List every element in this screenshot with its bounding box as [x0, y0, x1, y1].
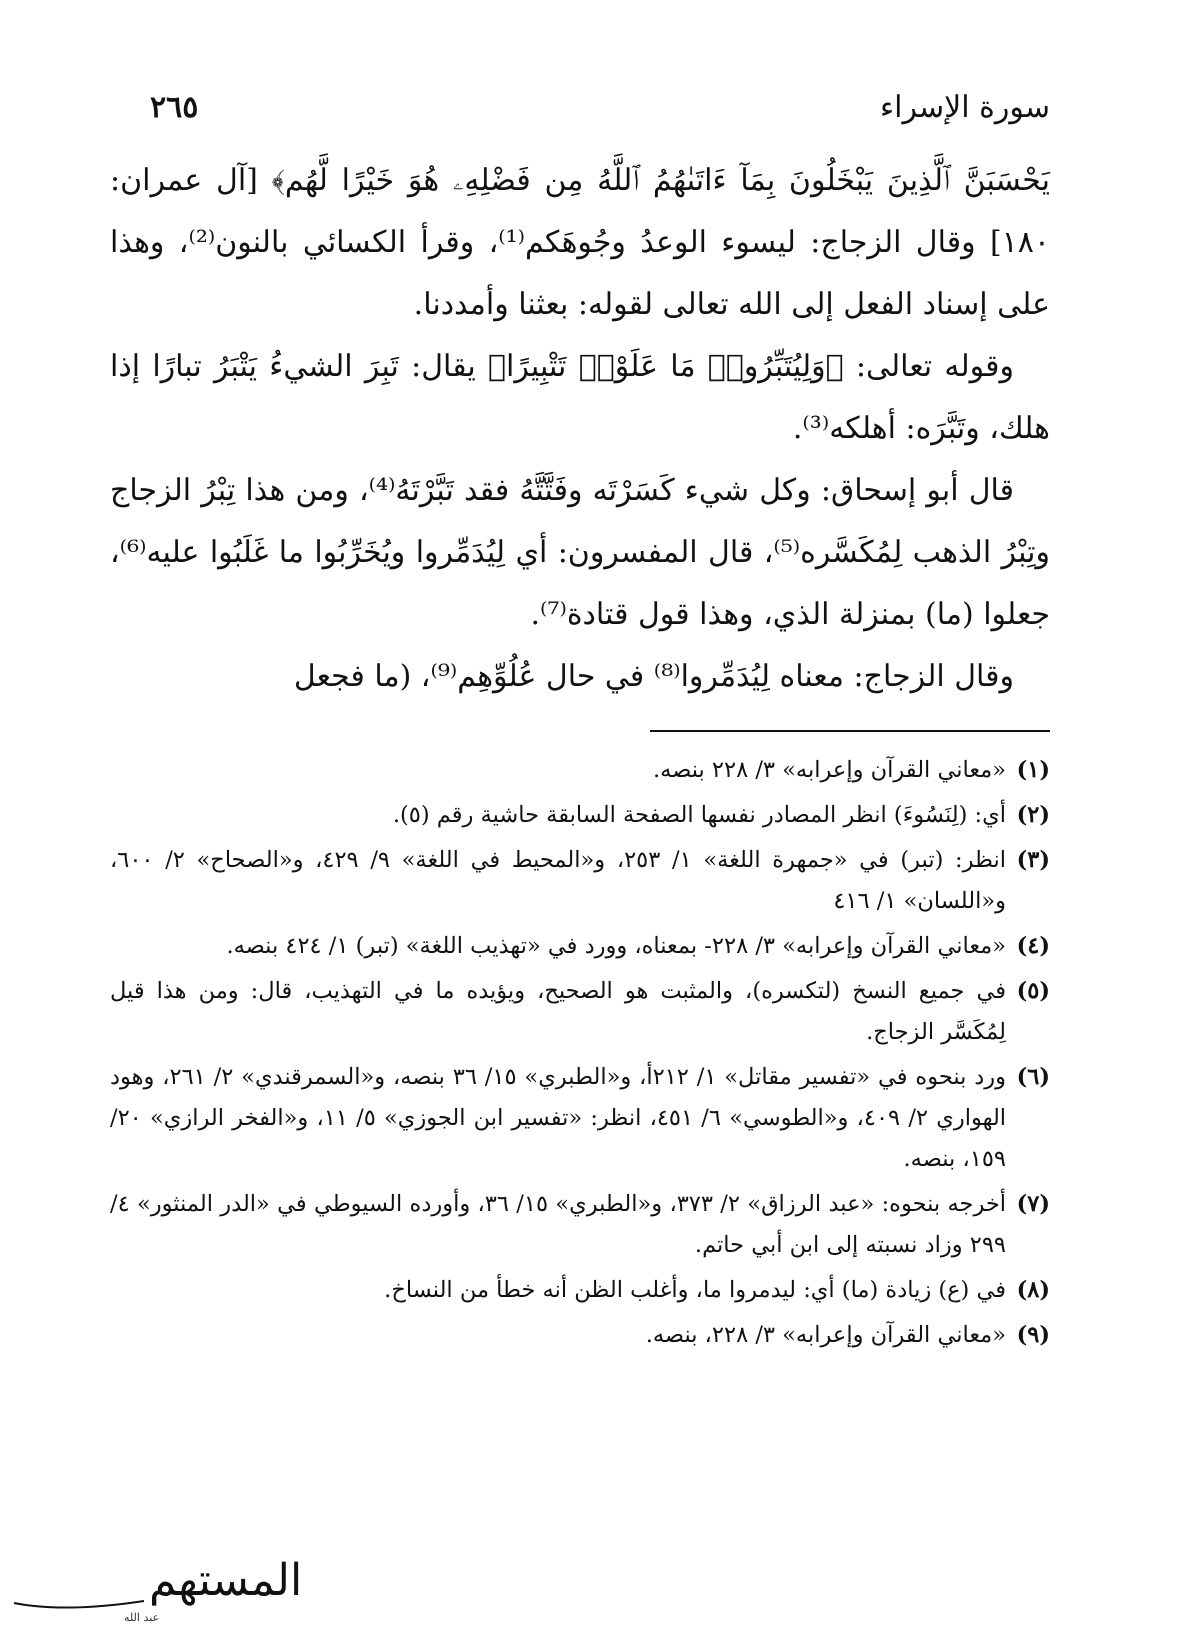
footnote-number: (٣): [1016, 847, 1050, 873]
footnote-number: (٨): [1016, 1277, 1050, 1303]
page-header: [150, 82, 1050, 132]
footnote-2: [110, 795, 1050, 836]
footnote-number: (٦): [1016, 1064, 1050, 1090]
paragraph-1: يَحْسَبَنَّ ٱلَّذِينَ يَبْخَلُونَ بِمَآ ءَاتَىٰهُمُ ٱللَّهُ مِن فَضْلِهِۦ هُوَ خَيْرًا لَّهُم﴾ [آل عمران: ١٨٠] وقال الزجاج: ليسوء الوعدُ وجُوهَكم⁽¹⁾، وقرأ الكسائي بالنون⁽²⁾، وهذا على إسناد الفعل إلى الله تعالى لقوله: بعثنا وأمددنا.: [110, 163, 1050, 322]
surah-title: سورة الإسراء: [880, 89, 1050, 125]
footnote-text: انظر: (تبر) في «جمهرة اللغة» ١/ ٢٥٣، و«المحيط في اللغة» ٩/ ٤٢٩، و«الصحاح» ٢/ ٦٠٠، و«اللسان» ١/ ٤١٦: [110, 847, 1006, 914]
footnote-number: (٢): [1016, 802, 1050, 828]
paragraph-2: وقوله تعالى: ﴿وَلِيُتَبِّرُوا۟ مَا عَلَوْا۟ تَتْبِيرًا﴾ يقال: تَبِرَ الشيءُ يَتْبَرُ تبارًا إذا هلك، وتَبَّرَه: أهلكه⁽³⁾.: [110, 349, 1050, 446]
footnote-text: في (ع) زيادة (ما) أي: ليدمروا ما، وأغلب الظن أنه خطأ من النساخ.: [384, 1277, 1006, 1303]
footnote-number: (١): [1016, 757, 1050, 783]
footnote-number: (٩): [1016, 1322, 1050, 1348]
footnote-8: [110, 1270, 1050, 1311]
logo-sub-text: عبد الله: [124, 1611, 160, 1624]
footnote-text: «معاني القرآن وإعرابه» ٣/ ٢٢٨ بنصه.: [652, 757, 1006, 783]
footnote-7: [110, 1184, 1050, 1266]
footnote-6: [110, 1057, 1050, 1180]
footnote-3: [110, 840, 1050, 922]
footnote-1: [110, 750, 1050, 791]
publisher-logo: [4, 1537, 303, 1632]
footnote-number: (٥): [1016, 978, 1050, 1004]
footnote-text: أخرجه بنحوه: «عبد الرزاق» ٢/ ٣٧٣، و«الطبري» ١٥/ ٣٦، وأورده السيوطي في «الدر المنثور» ٤/ ٢٩٩ وزاد نسبته إلى ابن أبي حاتم.: [110, 1191, 1007, 1258]
footnote-number: (٧): [1016, 1191, 1050, 1217]
page-number: ٢٦٥: [150, 89, 199, 125]
paragraph-4: وقال الزجاج: معناه لِيُدَمِّروا⁽⁸⁾ في حال عُلُوِّهِم⁽⁹⁾، (ما فجعل: [293, 659, 1014, 694]
logo-main-text: المستهم: [149, 1555, 303, 1606]
footnote-text: «معاني القرآن وإعرابه» ٣/ ٢٢٨- بمعناه، وورد في «تهذيب اللغة» (تبر) ١/ ٤٢٤ بنصه.: [226, 933, 1006, 959]
footnote-9: [110, 1315, 1050, 1356]
footnote-text: أي: (لِنَسُوءَ) انظر المصادر نفسها الصفحة السابقة حاشية رقم (٥).: [392, 802, 1006, 828]
logo-flourish: [14, 1601, 144, 1608]
footnote-5: [110, 971, 1050, 1053]
paragraph-3: قال أبو إسحاق: وكل شيء كَسَرْتَه وفَتَّتَّهُ فقد تَبَّرْتَهُ⁽⁴⁾، ومن هذا تِبْرُ الزجاج وتِبْرُ الذهب لِمُكَسَّره⁽⁵⁾، قال المفسرون: أي لِيُدَمِّروا ويُخَرِّبُوا ما غَلَبُوا عليه⁽⁶⁾، جعلوا (ما) بمنزلة الذي، وهذا قول قتادة⁽⁷⁾.: [110, 473, 1050, 632]
footnote-number: (٤): [1016, 933, 1050, 959]
footnote-text: في جميع النسخ (لتكسره)، والمثبت هو الصحيح، ويؤيده ما في التهذيب، قال: ومن هذا قيل لِمُكَسَّر الزجاج.: [110, 978, 1006, 1045]
footnote-4: [110, 926, 1050, 967]
footnote-divider: [650, 730, 1050, 732]
footnote-text: «معاني القرآن وإعرابه» ٣/ ٢٢٨، بنصه.: [645, 1322, 1006, 1348]
footnotes: [110, 750, 1050, 1360]
footnote-text: ورد بنحوه في «تفسير مقاتل» ١/ ٢١٢أ، و«الطبري» ١٥/ ٣٦ بنصه، و«السمرقندي» ٢/ ٢٦١، وهود الهواري ٢/ ٤٠٩، و«الطوسي» ٦/ ٤٥١، انظر: «تفسير ابن الجوزي» ٥/ ١١، و«الفخر الرازي» ٢٠/ ١٥٩، بنصه.: [110, 1064, 1007, 1172]
main-text: [110, 150, 1050, 708]
